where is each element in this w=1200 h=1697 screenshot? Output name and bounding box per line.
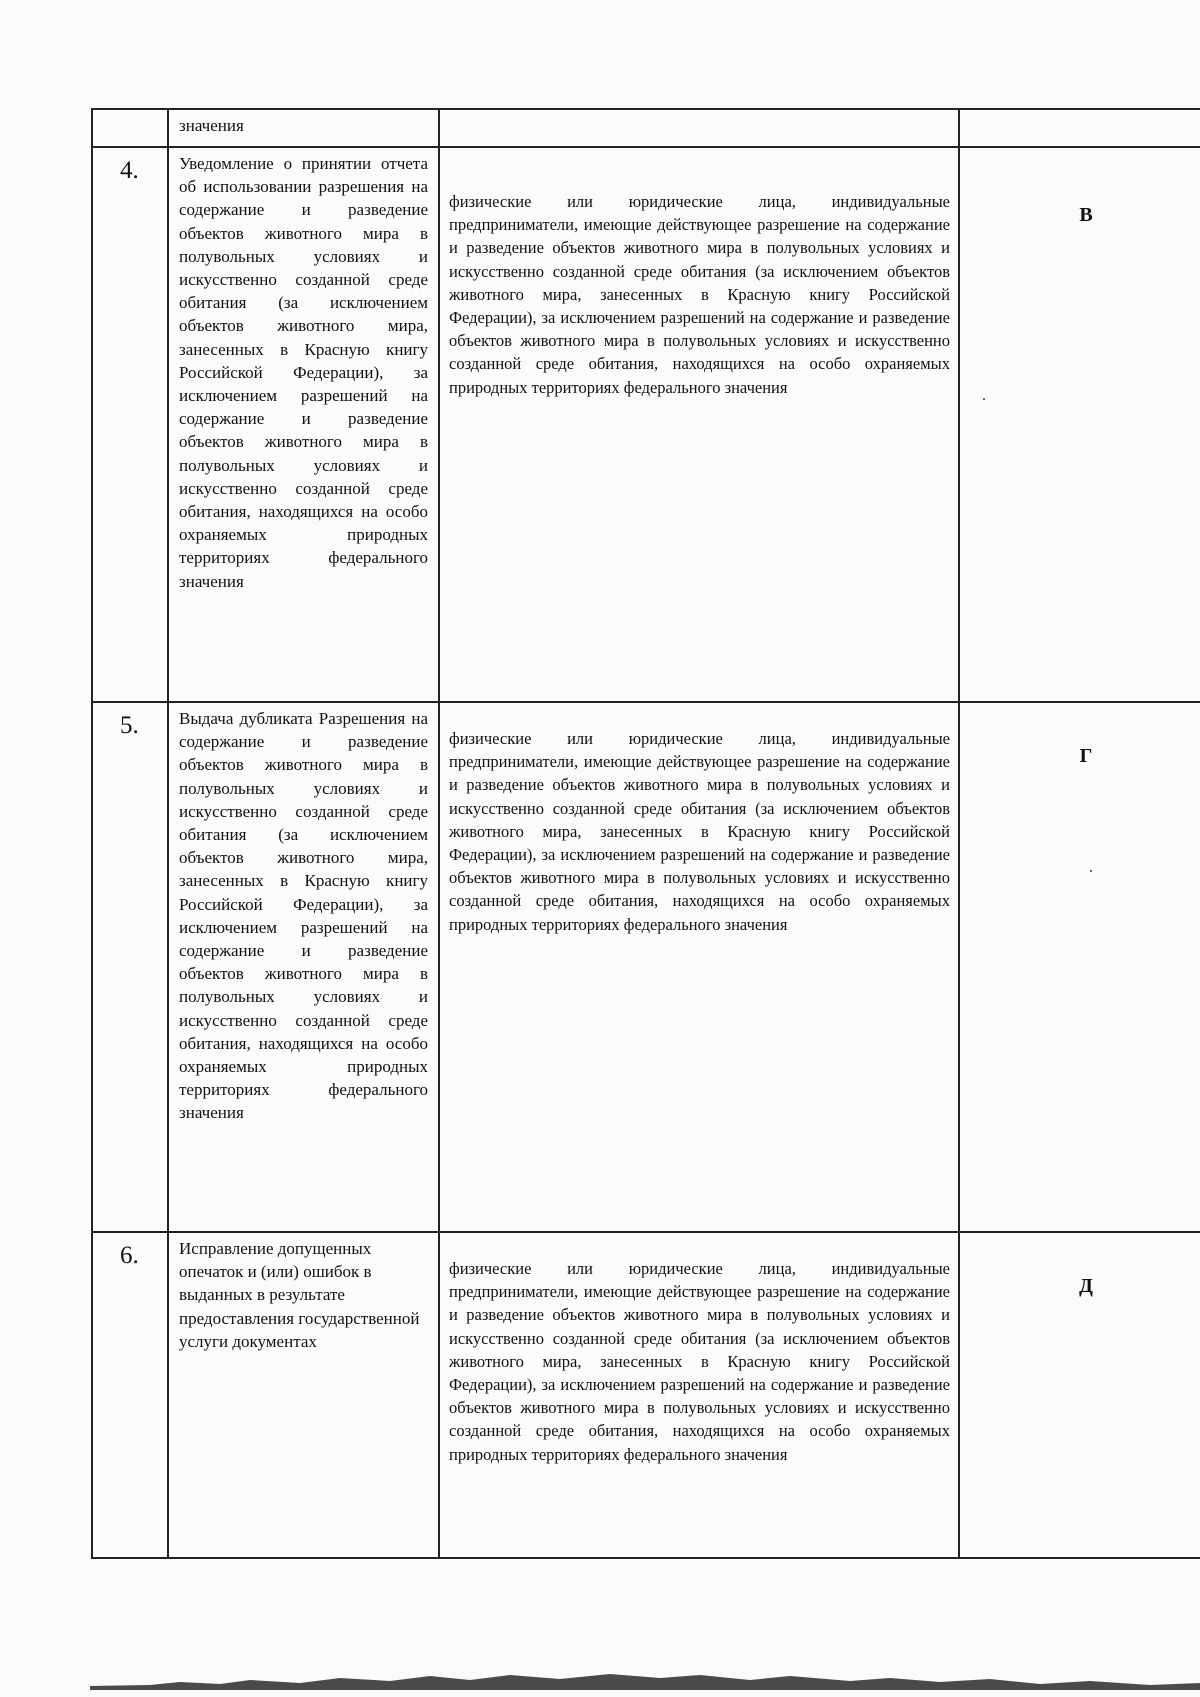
service-name-cell — [168, 147, 439, 702]
service-name: значения — [179, 116, 244, 135]
table-row — [92, 702, 1200, 1232]
applicants-cell — [439, 1232, 959, 1558]
service-name: Выдача дубликата Разрешения на содержание и разведение объектов животного мира в полувольных условиях и искусственно созданной среде обитания (за исключением объектов животного мира, занесенных в Красную книгу Российской Федерации), за исключением разрешений на содержание и разведение объектов животного мира в полувольных условиях и искусственно созданной среде обитания, находящихся на особо охраняемых природных территориях федерального значения — [179, 709, 428, 1123]
number-cell — [92, 1232, 168, 1558]
number-cell — [92, 147, 168, 702]
table-row — [92, 147, 1200, 702]
service-name: Уведомление о принятии отчета об использовании разрешения на содержание и разведение объектов животного мира в полувольных условиях и искусственно созданной среде обитания (за исключением объектов животного мира, занесенных в Красную книгу Российской Федерации), за исключением разрешений на содержание и разведение объектов животного мира в полувольных условиях и искусственно созданной среде обитания, находящихся на особо охраняемых природных территориях федерального значения — [179, 154, 428, 591]
scan-edge-artifact — [90, 1672, 1200, 1690]
variant-code: В — [1079, 204, 1093, 226]
row-number: 5. — [120, 712, 139, 739]
scan-speck — [1090, 870, 1092, 872]
service-name: Исправление допущенных опечаток и (или) ошибок в выданных в результате предоставления государственной услуги документах — [179, 1239, 420, 1351]
number-cell — [92, 109, 168, 147]
code-cell — [959, 1232, 1200, 1558]
services-table — [91, 108, 1200, 1559]
row-number: 4. — [120, 157, 139, 184]
service-name-cell — [168, 1232, 439, 1558]
row-number: 6. — [120, 1242, 139, 1269]
table-row-continuation — [92, 109, 1200, 147]
applicants-cell — [439, 109, 959, 147]
service-name-cell — [168, 702, 439, 1232]
applicants-description: физические или юридические лица, индивидуальные предприниматели, имеющие действующее разрешение на содержание и разведение объектов животного мира в полувольных условиях и искусственно созданной среде обитания (за исключением объектов животного мира, занесенных в Красную книгу Российской Федерации), за исключением разрешений на содержание и разведение объектов животного мира в полувольных условиях и искусственно созданной среде обитания, находящихся на особо охраняемых природных территориях федерального значения — [449, 729, 950, 934]
variant-code: Д — [1079, 1275, 1093, 1297]
applicants-description: физические или юридические лица, индивидуальные предприниматели, имеющие действующее разрешение на содержание и разведение объектов животного мира в полувольных условиях и искусственно созданной среде обитания (за исключением объектов животного мира, занесенных в Красную книгу Российской Федерации), за исключением разрешений на содержание и разведение объектов животного мира в полувольных условиях и искусственно созданной среде обитания, находящихся на особо охраняемых природных территориях федерального значения — [449, 192, 950, 397]
applicants-cell — [439, 147, 959, 702]
table-row — [92, 1232, 1200, 1558]
code-cell — [959, 109, 1200, 147]
service-name-cell — [168, 109, 439, 147]
scan-speck — [983, 398, 985, 400]
applicants-description: физические или юридические лица, индивидуальные предприниматели, имеющие действующее разрешение на содержание и разведение объектов животного мира в полувольных условиях и искусственно созданной среде обитания (за исключением объектов животного мира, занесенных в Красную книгу Российской Федерации), за исключением разрешений на содержание и разведение объектов животного мира в полувольных условиях и искусственно созданной среде обитания, находящихся на особо охраняемых природных территориях федерального значения — [449, 1259, 950, 1464]
code-cell — [959, 147, 1200, 702]
code-cell — [959, 702, 1200, 1232]
number-cell — [92, 702, 168, 1232]
variant-code: Г — [1079, 745, 1093, 767]
applicants-cell — [439, 702, 959, 1232]
